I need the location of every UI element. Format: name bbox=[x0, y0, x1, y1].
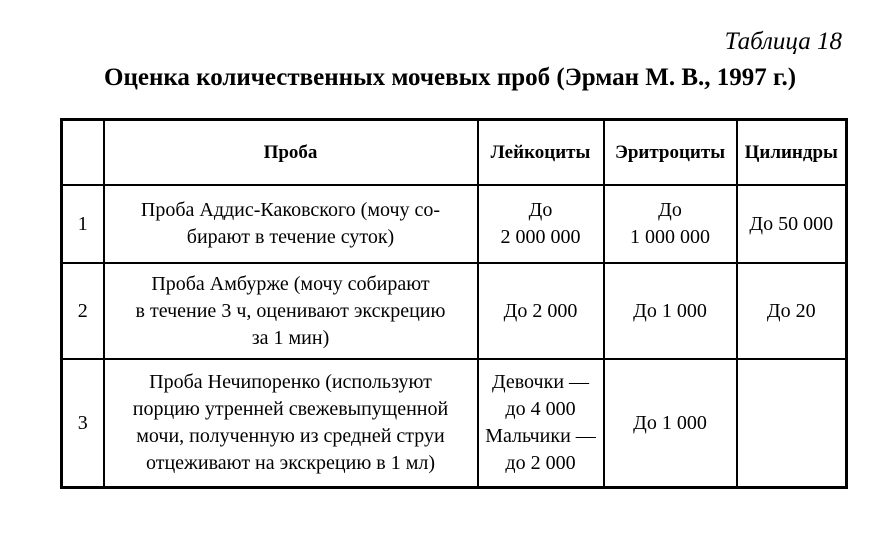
row-number: 2 bbox=[62, 263, 104, 359]
table-row bbox=[62, 263, 847, 359]
cylinders-cell: До 50 000 bbox=[737, 185, 847, 263]
cylinders-cell bbox=[737, 359, 847, 488]
table-row bbox=[62, 185, 847, 263]
header-row bbox=[62, 120, 847, 186]
test-name-cell: Проба Аддис-Каковского (мочу со- бирают в течение суток) bbox=[104, 185, 478, 263]
erythrocytes-cell: До 1 000 bbox=[604, 359, 737, 488]
header-number bbox=[62, 120, 104, 186]
table-row bbox=[62, 359, 847, 488]
test-name-cell: Проба Нечипоренко (используют порцию утренней свежевыпущенной мочи, полученную из средней струи отцеживают на экскрецию в 1 мл) bbox=[104, 359, 478, 488]
leukocytes-cell: До 2 000 bbox=[478, 263, 604, 359]
table-title: Оценка количественных мочевых проб (Эрман М. В., 1997 г.) bbox=[104, 64, 797, 91]
header-cylinders: Цилиндры bbox=[737, 120, 847, 186]
urine-tests-table bbox=[60, 118, 848, 489]
erythrocytes-cell: До 1 000 000 bbox=[604, 185, 737, 263]
row-number: 3 bbox=[62, 359, 104, 488]
header-erythrocytes: Эритроциты bbox=[604, 120, 737, 186]
leukocytes-cell: Девочки — до 4 000 Мальчики — до 2 000 bbox=[478, 359, 604, 488]
header-test: Проба bbox=[104, 120, 478, 186]
erythrocytes-cell: До 1 000 bbox=[604, 263, 737, 359]
leukocytes-cell: До 2 000 000 bbox=[478, 185, 604, 263]
row-number: 1 bbox=[62, 185, 104, 263]
cylinders-cell: До 20 bbox=[737, 263, 847, 359]
test-name-cell: Проба Амбурже (мочу собирают в течение 3 ч, оценивают экскрецию за 1 мин) bbox=[104, 263, 478, 359]
table-number-label: Таблица 18 bbox=[724, 28, 842, 55]
header-leukocytes: Лейкоциты bbox=[478, 120, 604, 186]
